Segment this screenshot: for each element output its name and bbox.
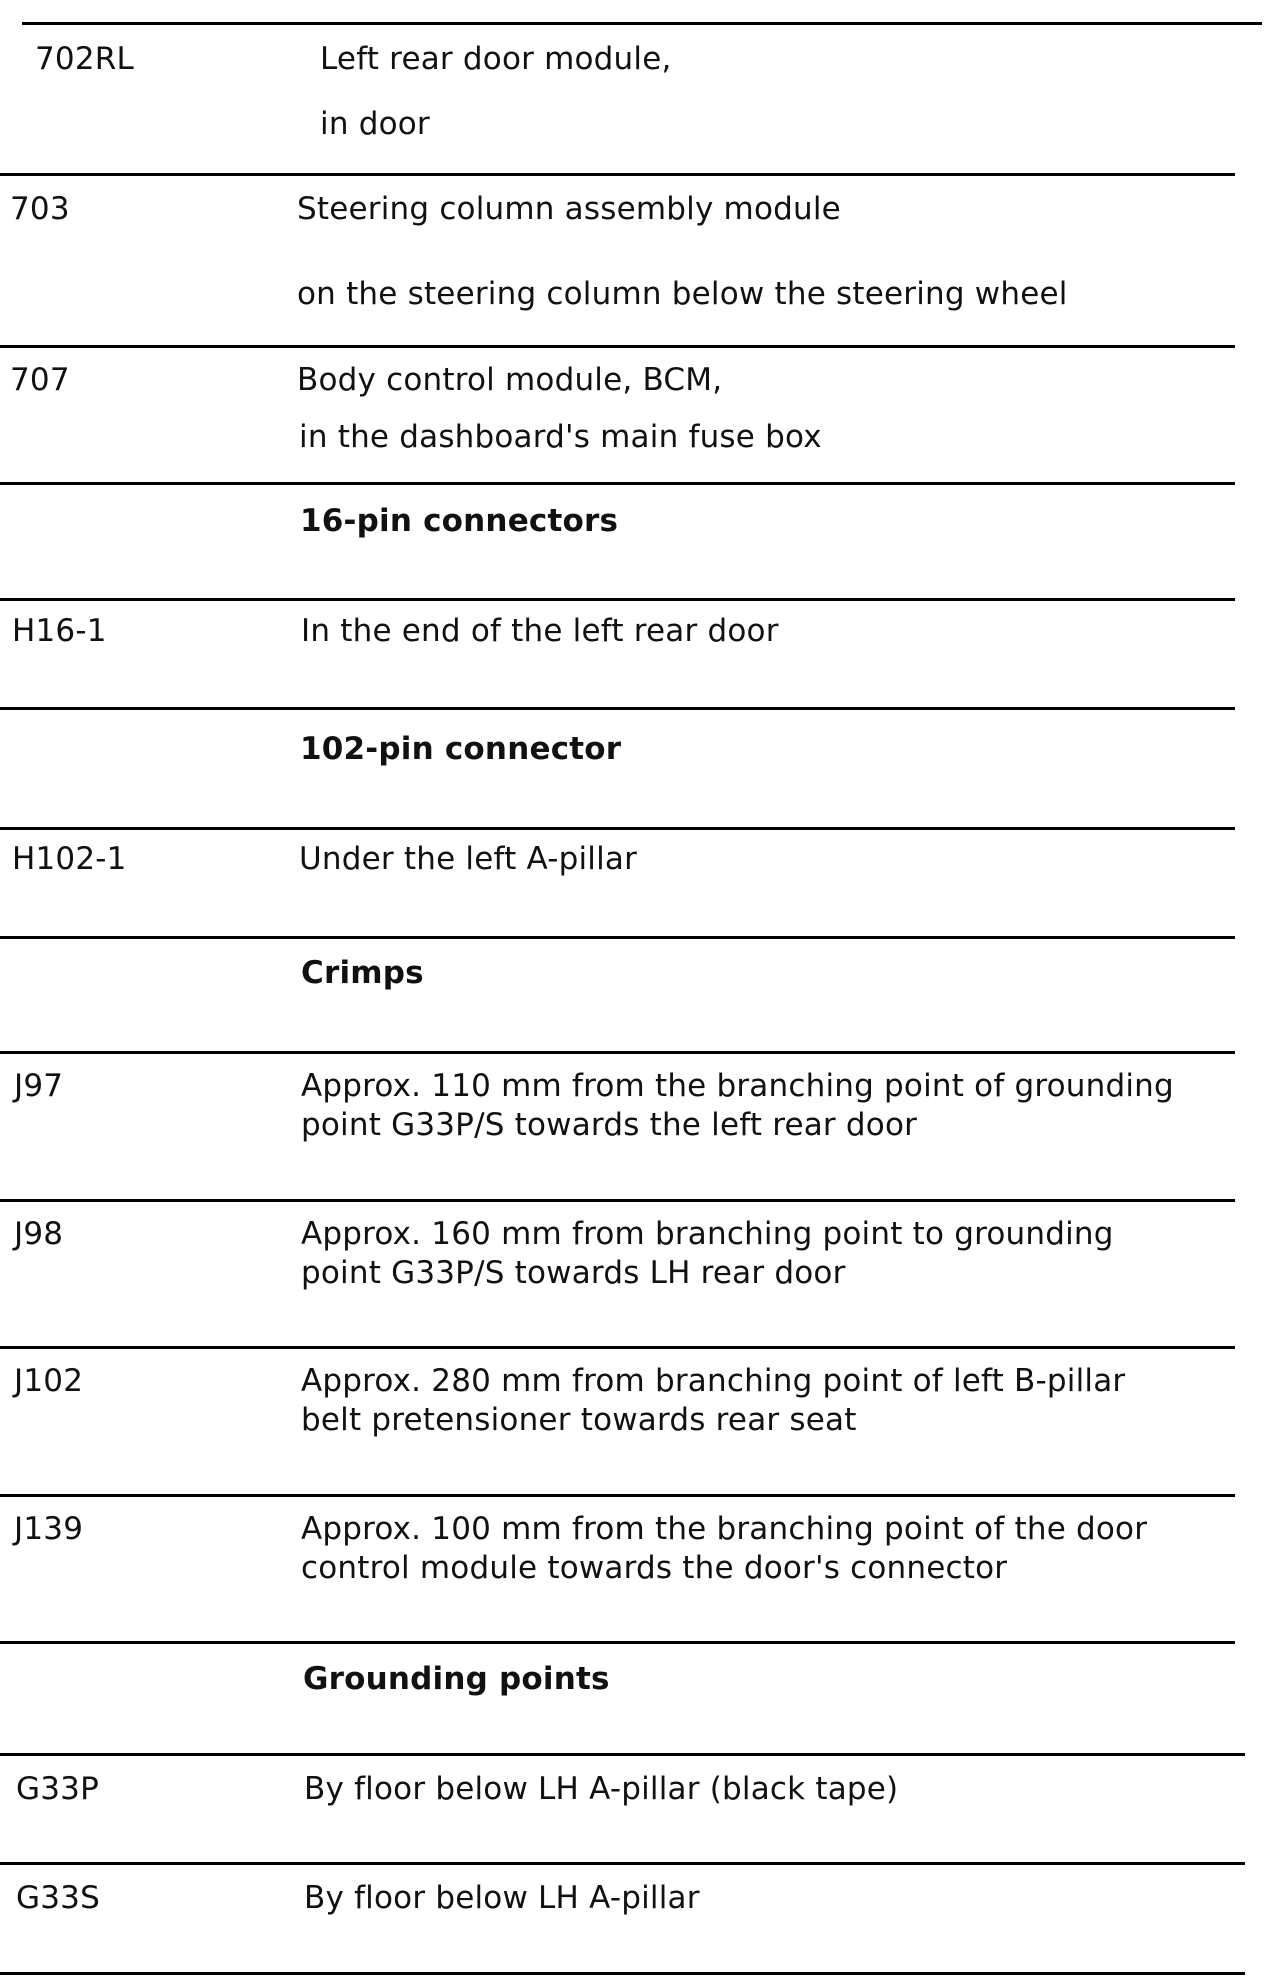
component-code: 703 xyxy=(10,191,70,227)
component-description: control module towards the door's connector xyxy=(301,1550,1008,1586)
component-code: J102 xyxy=(14,1363,84,1399)
component-description: Under the left A-pillar xyxy=(299,841,638,877)
component-code: J98 xyxy=(14,1216,64,1252)
component-description: Approx. 160 mm from branching point to grounding xyxy=(301,1216,1114,1252)
component-description: belt pretensioner towards rear seat xyxy=(301,1402,857,1438)
section-heading: 16-pin connectors xyxy=(300,503,619,539)
table-rule xyxy=(0,936,1235,939)
component-code: 707 xyxy=(10,362,70,398)
component-description: in the dashboard's main fuse box xyxy=(299,419,822,455)
table-rule xyxy=(0,1494,1235,1497)
component-code: J97 xyxy=(14,1068,64,1104)
table-rule xyxy=(0,827,1235,830)
component-description: Left rear door module, xyxy=(320,41,672,77)
component-description: in door xyxy=(320,106,430,142)
table-rule xyxy=(22,22,1262,25)
table-rule xyxy=(0,173,1235,176)
component-code: H16-1 xyxy=(12,613,107,649)
component-code: G33P xyxy=(16,1771,99,1807)
component-description: Approx. 110 mm from the branching point of grounding xyxy=(301,1068,1174,1104)
table-rule xyxy=(0,1972,1245,1975)
component-code: G33S xyxy=(16,1880,100,1916)
component-description: In the end of the left rear door xyxy=(301,613,779,649)
component-description: By floor below LH A-pillar (black tape) xyxy=(304,1771,899,1807)
table-rule xyxy=(0,598,1235,601)
table-rule xyxy=(0,345,1235,348)
component-description: point G33P/S towards LH rear door xyxy=(301,1255,846,1291)
table-rule xyxy=(0,1199,1235,1202)
component-description: Approx. 280 mm from branching point of left B-pillar xyxy=(301,1363,1126,1399)
component-code: 702RL xyxy=(35,41,134,77)
table-rule xyxy=(0,1753,1245,1756)
component-code: J139 xyxy=(14,1511,84,1547)
section-heading: Crimps xyxy=(301,955,424,991)
table-rule xyxy=(0,1051,1235,1054)
table-rule xyxy=(0,707,1235,710)
table-rule xyxy=(0,1346,1235,1349)
table-rule xyxy=(0,1641,1235,1644)
component-description: on the steering column below the steering wheel xyxy=(297,276,1068,312)
component-description: Approx. 100 mm from the branching point of the door xyxy=(301,1511,1148,1547)
component-description: By floor below LH A-pillar xyxy=(304,1880,700,1916)
component-description: point G33P/S towards the left rear door xyxy=(301,1107,918,1143)
component-code: H102-1 xyxy=(12,841,127,877)
component-description: Body control module, BCM, xyxy=(297,362,723,398)
component-description: Steering column assembly module xyxy=(297,191,841,227)
section-heading: Grounding points xyxy=(303,1661,610,1697)
table-rule xyxy=(0,482,1235,485)
section-heading: 102-pin connector xyxy=(300,731,622,767)
table-rule xyxy=(0,1862,1245,1865)
